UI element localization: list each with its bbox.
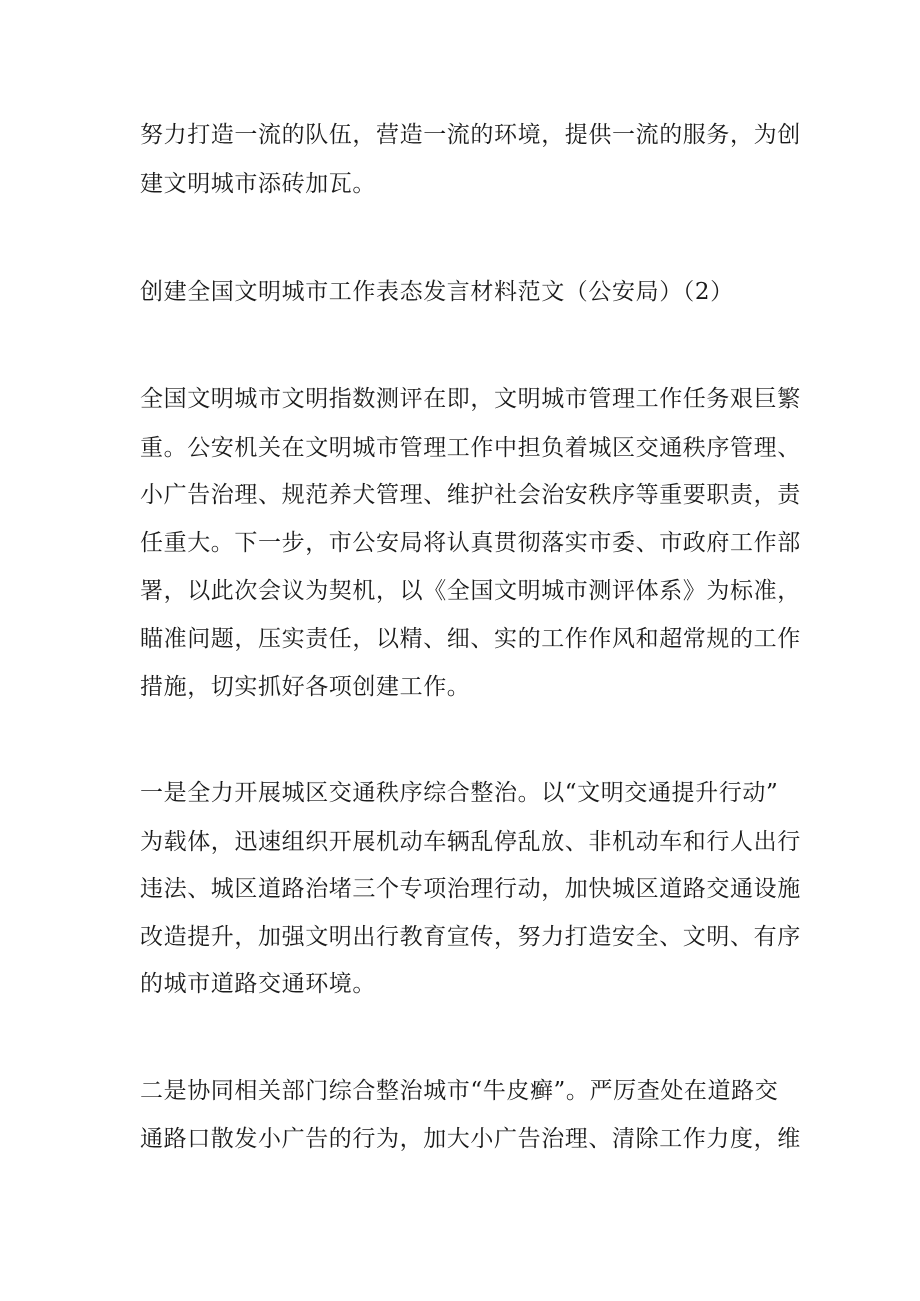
intro-line-1: 努力打造一流的队伍，营造一流的环境，提供一流的服务，为创 bbox=[140, 122, 801, 148]
paragraph-2-line-1: 一是全力开展城区交通秩序综合整治。以“文明交通提升行动” bbox=[140, 780, 779, 806]
section-title: 创建全国文明城市工作表态发言材料范文（公安局）（2） bbox=[140, 279, 734, 305]
paragraph-2-line-3: 违法、城区道路治堵三个专项治理行动，加快城区道路交通设施 bbox=[140, 876, 801, 902]
paragraph-2-line-2: 为载体，迅速组织开展机动车辆乱停乱放、非机动车和行人出行 bbox=[140, 829, 801, 855]
paragraph-2-line-4: 改造提升，加强文明出行教育宣传，努力打造安全、文明、有序 bbox=[140, 924, 801, 950]
paragraph-1-line-6: 瞄准问题，压实责任，以精、细、实的工作作风和超常规的工作 bbox=[140, 626, 801, 652]
paragraph-2-line-5: 的城市道路交通环境。 bbox=[140, 971, 376, 997]
paragraph-3-line-1: 二是协同相关部门综合整治城市“牛皮癣”。严厉查处在道路交 bbox=[140, 1078, 779, 1104]
paragraph-1-line-5: 署，以此次会议为契机，以《全国文明城市测评体系》为标准， bbox=[140, 578, 801, 604]
paragraph-1-line-2: 重。公安机关在文明城市管理工作中担负着城区交通秩序管理、 bbox=[140, 435, 801, 461]
intro-line-2: 建文明城市添砖加瓦。 bbox=[140, 171, 376, 197]
paragraph-1-line-4: 任重大。下一步，市公安局将认真贯彻落实市委、市政府工作部 bbox=[140, 530, 801, 556]
paragraph-1-line-3: 小广告治理、规范养犬管理、维护社会治安秩序等重要职责，责 bbox=[140, 482, 801, 508]
paragraph-1-line-1: 全国文明城市文明指数测评在即，文明城市管理工作任务艰巨繁 bbox=[140, 386, 801, 412]
paragraph-3-line-2: 通路口散发小广告的行为，加大小广告治理、清除工作力度，维 bbox=[140, 1126, 801, 1152]
paragraph-1-line-7: 措施，切实抓好各项创建工作。 bbox=[140, 674, 471, 700]
